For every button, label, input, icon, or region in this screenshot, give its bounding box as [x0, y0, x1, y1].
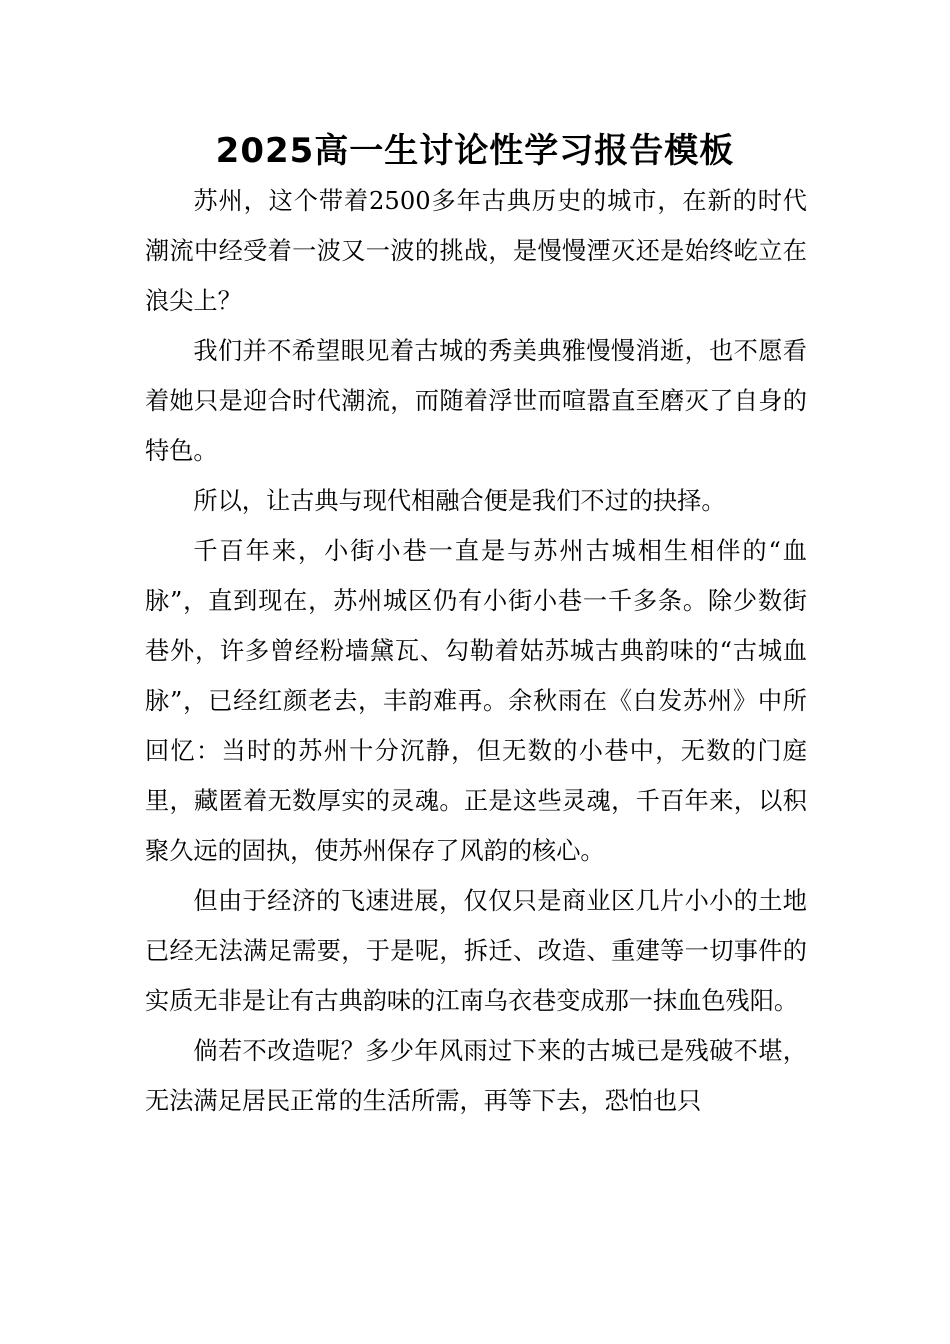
document-body — [145, 176, 807, 1126]
paragraph-4: 千百年来，小街小巷一直是与苏州古城相生相伴的“血脉”，直到现在，苏州城区仍有小街小巷一千多条。除少数街巷外，许多曾经粉墙黛瓦、勾勒着姑苏城古典韵味的“古城血脉”，已经红颜老去，丰韵难再。余秋雨在《白发苏州》中所回忆：当时的苏州十分沉静，但无数的小巷中，无数的门庭里，藏匿着无数厚实的灵魂。正是这些灵魂，千百年来，以积聚久远的固执，使苏州保存了风韵的核心。 — [145, 537, 807, 865]
paragraph-1: 苏州，这个带着2500多年古典历史的城市，在新的时代潮流中经受着一波又一波的挑战，是慢慢湮灭还是始终屹立在浪尖上？ — [145, 187, 807, 315]
paragraph-3: 所以，让古典与现代相融合便是我们不过的抉择。 — [193, 487, 726, 515]
paragraph-5: 但由于经济的飞速进展，仅仅只是商业区几片小小的土地已经无法满足需要，于是呢，拆迁、改造、重建等一切事件的实质无非是让有古典韵味的江南乌衣巷变成那一抹血色残阳。 — [145, 887, 807, 1015]
document-title: 2025高一生讨论性学习报告模板 — [215, 131, 735, 171]
paragraph-6: 倘若不改造呢？多少年风雨过下来的古城已是残破不堪，无法满足居民正常的生活所需，再等下去，恐怕也只 — [145, 1037, 807, 1115]
paragraph-2: 我们并不希望眼见着古城的秀美典雅慢慢消逝，也不愿看着她只是迎合时代潮流，而随着浮世而喧嚣直至磨灭了自身的特色。 — [145, 337, 807, 465]
